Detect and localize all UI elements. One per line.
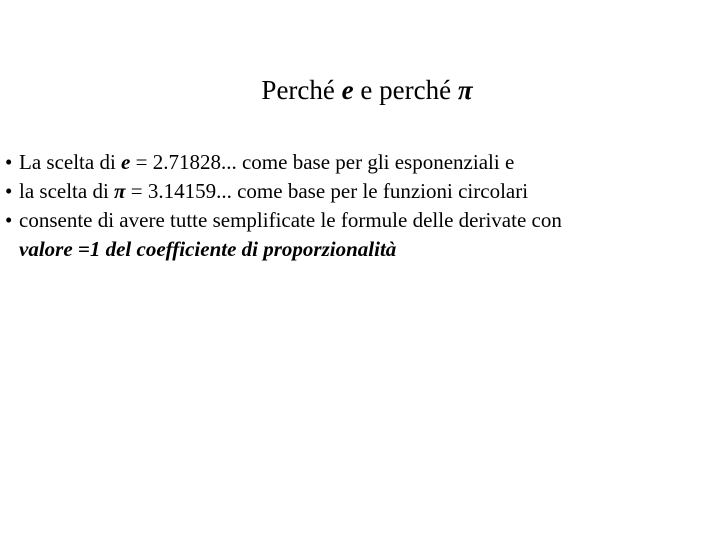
bullet-item-pi-post: = 3.14159... come base per le funzioni circolari xyxy=(125,179,529,203)
bullet-item-e xyxy=(5,148,562,177)
bullet-item-e-pre: La scelta di xyxy=(19,150,122,174)
title-text-part1: Perché xyxy=(261,75,342,105)
bullet-item-e-symbol: e xyxy=(121,150,131,174)
title-pi-symbol: π xyxy=(457,75,473,105)
bullet-item-e-post: = 2.71828... come base per gli esponenziali e xyxy=(130,150,515,174)
bullet-item-pi-symbol: π xyxy=(114,179,126,203)
slide-title xyxy=(0,73,720,107)
bullet-marker: • xyxy=(5,179,13,203)
title-e-symbol: e xyxy=(341,75,354,105)
bullet-marker: • xyxy=(5,208,13,232)
bullet-list xyxy=(5,148,562,264)
bullet-item-pi-pre: la scelta di xyxy=(19,179,115,203)
bullet-item-derivatives-text: consente di avere tutte semplificate le formule delle derivate con xyxy=(19,208,562,232)
bullet-item-derivatives-continuation: valore =1 del coefficiente di proporzionalità xyxy=(19,237,397,261)
bullet-item-derivatives xyxy=(5,206,562,235)
title-text-part2: e perché xyxy=(353,75,458,105)
bullet-item-pi xyxy=(5,177,562,206)
bullet-marker: • xyxy=(5,150,13,174)
